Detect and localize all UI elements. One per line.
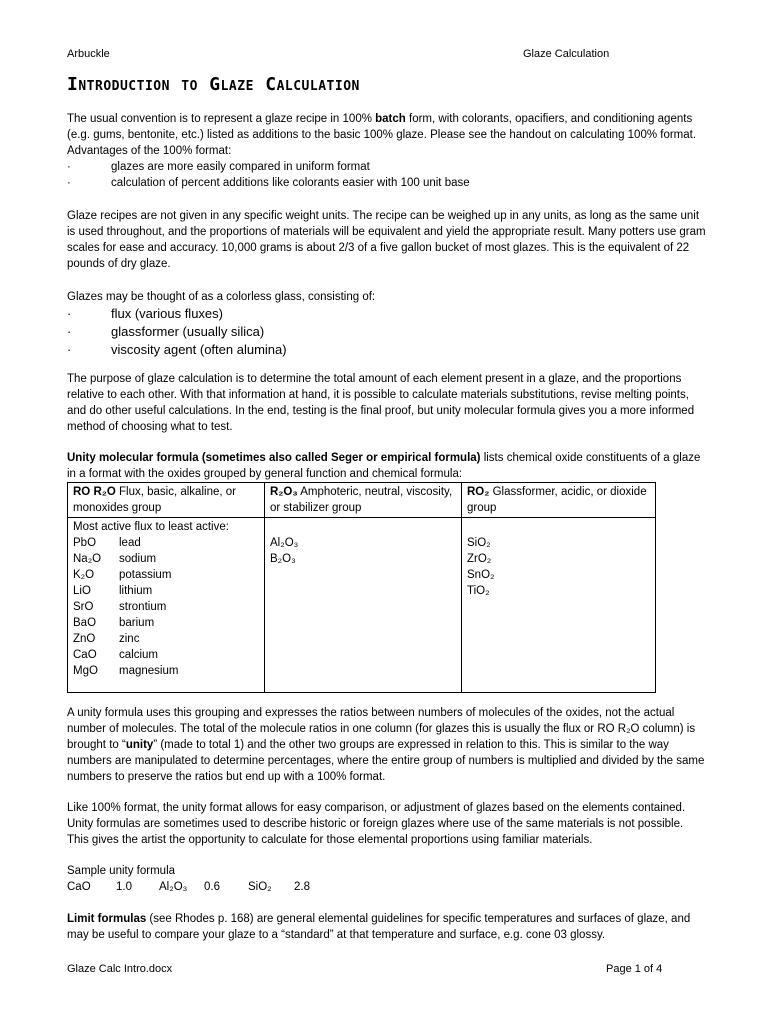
oxide-formula: LiO bbox=[73, 585, 91, 597]
list-item bbox=[67, 159, 707, 175]
list-item-text: glazes are more easily compared in uniform format bbox=[111, 161, 370, 173]
paragraph-text: form, with colorants, opacifiers, and conditioning agents (e.g. gums, bentonite, etc.) listed as additions to the basic 100% glaze. Please see the handout on calculating 100% format. bbox=[67, 113, 697, 141]
table-cell-stabilizers bbox=[265, 518, 462, 693]
header-bold: RO R₂O bbox=[73, 486, 116, 498]
list-item bbox=[73, 663, 259, 679]
header-text: Glassformer, acidic, or dioxide group bbox=[467, 486, 647, 514]
oxide-name: zinc bbox=[119, 633, 140, 645]
oxide-name: sodium bbox=[119, 553, 157, 565]
table-cell-glassformers bbox=[462, 518, 656, 693]
table-header-stabilizer bbox=[265, 483, 462, 518]
page-title: Introduction to Glaze Calculation bbox=[67, 74, 360, 95]
paragraph-purpose: The purpose of glaze calculation is to determine the total amount of each element present in a glaze, and the proportions relative to each other. With that information at hand, it is possible to calculate materials substitutions, revise melting points, and do other useful calculations. In the end, testing is the final proof, but unity molecular formula gives you a more informed method of choosing what to test. bbox=[67, 373, 695, 433]
bullet-icon: · bbox=[67, 342, 72, 357]
oxide-formula: Na₂O bbox=[73, 553, 102, 565]
list-item bbox=[73, 599, 259, 615]
sample-label: Sample unity formula bbox=[67, 865, 176, 877]
list-item bbox=[73, 647, 259, 663]
list-item bbox=[73, 551, 259, 567]
bold-term: batch bbox=[375, 113, 406, 125]
oxide-formula: SiO₂ bbox=[467, 537, 491, 549]
oxide-name: calcium bbox=[119, 649, 158, 661]
header-title: Glaze Calculation bbox=[523, 48, 610, 60]
oxide-name: potassium bbox=[119, 569, 172, 581]
bullet-icon: · bbox=[67, 306, 72, 321]
paragraph-text: (see Rhodes p. 168) are general elemental guidelines for specific temperatures and surfaces of glaze, and may be useful to compare your glaze to a “standard” at that temperature and surface, e.g. cone 03 glossy. bbox=[67, 913, 691, 941]
paragraph-limit-formulas bbox=[67, 911, 707, 943]
table-header-glassformer bbox=[462, 483, 656, 518]
oxide-name: barium bbox=[119, 617, 155, 629]
bold-term: Limit formulas bbox=[67, 913, 147, 925]
list-item bbox=[67, 305, 707, 323]
bullet-icon: · bbox=[67, 177, 71, 189]
list-item bbox=[73, 535, 259, 551]
bold-term: Unity molecular formula (sometimes also called Seger or empirical formula) bbox=[67, 452, 481, 464]
list-item bbox=[73, 583, 259, 599]
oxide-formula: B₂O₃ bbox=[270, 553, 296, 565]
bullet-icon: · bbox=[67, 324, 72, 339]
list-item bbox=[73, 615, 259, 631]
list-item bbox=[67, 341, 707, 359]
list-item bbox=[73, 567, 259, 583]
oxide-name: magnesium bbox=[119, 665, 179, 677]
paragraph-unity bbox=[67, 450, 707, 482]
sample-oxide: CaO bbox=[67, 881, 91, 893]
sample-value: 0.6 bbox=[204, 881, 220, 893]
cell-intro: Most active flux to least active: bbox=[73, 521, 229, 533]
oxide-formula: BaO bbox=[73, 617, 97, 629]
list-item bbox=[67, 175, 707, 191]
bold-term: unity bbox=[125, 739, 154, 751]
paragraph-glaze-components bbox=[67, 289, 707, 359]
footer-page-number: Page 1 of 4 bbox=[606, 963, 663, 975]
oxide-formula: TiO₂ bbox=[467, 585, 490, 597]
paragraph-unity-formula bbox=[67, 705, 707, 785]
oxide-name: lead bbox=[119, 537, 141, 549]
oxide-formula: ZnO bbox=[73, 633, 96, 645]
list-item-text: flux (various fluxes) bbox=[111, 306, 223, 321]
oxide-formula: MgO bbox=[73, 665, 98, 677]
table-cell-fluxes bbox=[68, 518, 265, 693]
oxide-formula: SrO bbox=[73, 601, 94, 613]
list-item-text: calculation of percent additions like colorants easier with 100 unit base bbox=[111, 177, 470, 189]
table-header-flux bbox=[68, 483, 265, 518]
oxide-groups-table bbox=[67, 482, 656, 693]
sample-formula bbox=[67, 863, 707, 895]
oxide-formula: SnO₂ bbox=[467, 569, 495, 581]
oxide-name: strontium bbox=[119, 601, 167, 613]
paragraph-text: The usual convention is to represent a glaze recipe in 100% bbox=[67, 113, 376, 125]
table-header-row bbox=[68, 483, 656, 518]
paragraph-text: A unity formula uses this grouping and expresses the ratios between numbers of molecules of the oxides, not the actual number of molecules. The total of the molecule ratios in one column (for glazes this is usually the flux or RO R₂O column) is brought to “ bbox=[67, 707, 696, 751]
oxide-formula: Al₂O₃ bbox=[270, 537, 299, 549]
paragraph-text: Glazes may be thought of as a colorless glass, consisting of: bbox=[67, 291, 376, 303]
list-item bbox=[67, 323, 707, 341]
header-bold: R₂O₃ bbox=[270, 486, 298, 498]
header-author: Arbuckle bbox=[67, 48, 110, 60]
header-text: Flux, basic, alkaline, or monoxides group bbox=[73, 486, 236, 514]
header-bold: RO₂ bbox=[467, 486, 490, 498]
oxide-formula: PbO bbox=[73, 537, 97, 549]
oxide-name: lithium bbox=[119, 585, 153, 597]
sample-value: 1.0 bbox=[116, 881, 132, 893]
paragraph-text: lists chemical oxide constituents of a glaze in a format with the oxides grouped by general function and chemical formula: bbox=[67, 452, 701, 480]
list-item bbox=[73, 631, 259, 647]
list-item-text: viscosity agent (often alumina) bbox=[111, 342, 287, 357]
paragraph-comparison: Like 100% format, the unity format allows for easy comparison, or adjustment of glazes based on the elements contained. Unity formulas are sometimes used to describe historic or foreign glazes where use of the same materials is not possible. This gives the artist the opportunity to calculate for those elemental proportions using familiar materials. bbox=[67, 802, 686, 846]
oxide-formula: CaO bbox=[73, 649, 97, 661]
footer-filename: Glaze Calc Intro.docx bbox=[67, 963, 173, 975]
paragraph-text: ” (made to total 1) and the other two groups are expressed in relation to this. This is similar to the way numbers are manipulated to determine percentages, where the entire group of numbers is multiplied and divided by the same numbers to preserve the ratios but end up with a 100% format. bbox=[67, 739, 705, 783]
advantages-heading: Advantages of the 100% format: bbox=[67, 145, 232, 157]
table-row bbox=[68, 518, 656, 693]
paragraph-weights: Glaze recipes are not given in any specific weight units. The recipe can be weighed up in any units, as long as the same unit is used throughout, and the proportions of materials will be equivalent and yield the appropriate result. Many potters use gram scales for ease and accuracy. 10,000 grams is about 2/3 of a five gallon bucket of most glazes. This is the equivalent of 22 pounds of dry glaze. bbox=[67, 210, 706, 270]
header-text: Amphoteric, neutral, viscosity, or stabilizer group bbox=[270, 486, 453, 514]
paragraph-intro bbox=[67, 111, 707, 191]
sample-value: 2.8 bbox=[294, 881, 310, 893]
sample-oxide: Al₂O₃ bbox=[159, 881, 188, 893]
sample-oxide: SiO₂ bbox=[248, 881, 272, 893]
list-item-text: glassformer (usually silica) bbox=[111, 324, 265, 339]
oxide-formula: ZrO₂ bbox=[467, 553, 492, 565]
bullet-icon: · bbox=[67, 161, 71, 173]
sample-values bbox=[67, 879, 707, 895]
oxide-formula: K₂O bbox=[73, 569, 95, 581]
